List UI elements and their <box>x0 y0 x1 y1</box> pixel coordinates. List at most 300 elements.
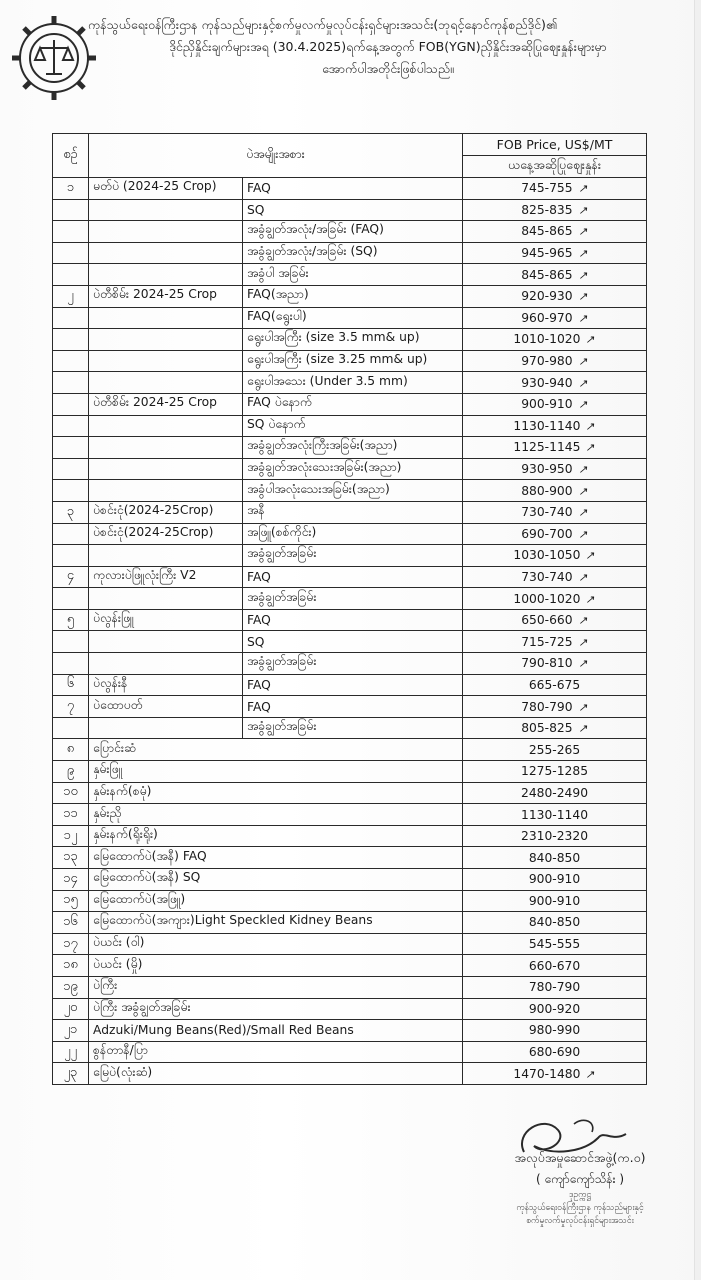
row-grade <box>243 437 463 459</box>
row-number <box>53 761 89 783</box>
check-mark-icon: ↗ <box>577 203 589 217</box>
row-grade-text: အခွံချွတ်အလုံး/အခြမ်း (FAQ) <box>247 222 384 237</box>
row-price-text: 780-790 <box>521 699 573 714</box>
col-header-price: FOB Price, US$/MT <box>463 134 647 156</box>
row-number <box>53 933 89 955</box>
row-number <box>53 1020 89 1042</box>
table-row <box>53 955 647 977</box>
row-number-text: ၁၆ <box>63 913 78 929</box>
col-header-item: ပဲအမျိုးအစား <box>89 134 463 178</box>
row-price <box>463 653 647 675</box>
check-mark-icon: ↗ <box>577 506 589 520</box>
row-grade <box>243 696 463 718</box>
row-number <box>53 739 89 761</box>
row-number <box>53 804 89 826</box>
row-number-text: ၁၇ <box>63 935 78 951</box>
row-price <box>463 372 647 394</box>
row-number <box>53 501 89 523</box>
row-grade <box>243 350 463 372</box>
row-grade <box>243 631 463 653</box>
check-mark-icon: ↗ <box>577 182 589 196</box>
row-item-name <box>89 415 243 437</box>
row-item-name <box>89 264 243 286</box>
row-item-name <box>89 350 243 372</box>
row-number <box>53 178 89 200</box>
row-price <box>463 1020 647 1042</box>
row-number-text: ၄ <box>66 568 75 584</box>
row-item-name <box>89 674 243 696</box>
row-price <box>463 912 647 934</box>
table-row <box>53 976 647 998</box>
row-number <box>53 221 89 243</box>
row-price <box>463 566 647 588</box>
row-price-text: 690-700 <box>521 526 573 541</box>
row-grade <box>243 415 463 437</box>
row-item-name <box>89 609 243 631</box>
row-item-name <box>89 285 243 307</box>
table-row <box>53 178 647 200</box>
row-price-text: 880-900 <box>521 483 573 498</box>
row-number <box>53 329 89 351</box>
check-mark-icon: ↗ <box>577 570 589 584</box>
row-price-text: 930-940 <box>521 375 573 390</box>
row-price <box>463 998 647 1020</box>
row-price-text: 1030-1050 <box>513 548 581 563</box>
row-item-name <box>89 178 243 200</box>
row-price-text: 930-950 <box>521 462 573 477</box>
signature-org-2: စက်မှုလက်မှုလုပ်ငန်းရှင်များအသင်း <box>526 1216 634 1226</box>
row-price <box>463 415 647 437</box>
row-price <box>463 933 647 955</box>
row-grade <box>243 501 463 523</box>
row-grade <box>243 307 463 329</box>
document-header <box>88 14 688 80</box>
row-grade <box>243 329 463 351</box>
row-number <box>53 782 89 804</box>
row-item-name <box>89 545 243 567</box>
row-number <box>53 609 89 631</box>
row-number <box>53 631 89 653</box>
row-number <box>53 976 89 998</box>
row-price <box>463 761 647 783</box>
row-item-name <box>89 696 243 718</box>
row-price <box>463 825 647 847</box>
table-row <box>53 761 647 783</box>
row-item-name <box>89 1041 463 1063</box>
col-header-no: စဉ် <box>53 134 89 178</box>
row-price <box>463 350 647 372</box>
row-price-text: 805-825 <box>521 721 573 736</box>
check-mark-icon: ↗ <box>577 635 589 649</box>
row-price-text: 715-725 <box>521 634 573 649</box>
row-price <box>463 890 647 912</box>
check-mark-icon: ↗ <box>577 398 589 412</box>
check-mark-icon: ↗ <box>577 700 589 714</box>
page-edge <box>694 0 701 1280</box>
table-row <box>53 545 647 567</box>
row-item-name-text: မြေပဲ(လုံးဆံ) <box>93 1064 153 1079</box>
row-grade-text: အဖြူ(စစ်ကိုင်း) <box>247 524 317 539</box>
check-mark-icon: ↗ <box>577 614 589 628</box>
row-grade-text: FAQ <box>247 181 271 196</box>
table-row <box>53 998 647 1020</box>
row-number <box>53 653 89 675</box>
row-item-name <box>89 1063 463 1085</box>
row-price <box>463 717 647 739</box>
row-grade <box>243 480 463 502</box>
row-number-text: ၂၁ <box>63 1021 78 1037</box>
row-price <box>463 955 647 977</box>
row-price-text: 920-930 <box>521 289 573 304</box>
row-item-name-text: နှမ်းနက်(ရိုးရိုး) <box>93 827 158 842</box>
row-item-name <box>89 717 243 739</box>
row-item-name-text: နှမ်းဖြူ <box>93 762 123 777</box>
row-number <box>53 480 89 502</box>
row-price-text: 1470-1480 <box>513 1066 581 1081</box>
row-item-name-text: မြေထောက်ပဲ(အနီ) FAQ <box>93 848 207 863</box>
row-grade <box>243 285 463 307</box>
row-price <box>463 631 647 653</box>
table-row <box>53 1063 647 1085</box>
row-price <box>463 782 647 804</box>
check-mark-icon: ↗ <box>577 268 589 282</box>
table-row <box>53 264 647 286</box>
row-item-name-text: ပဲလွန်းဖြူ <box>93 611 134 626</box>
row-price <box>463 329 647 351</box>
row-price <box>463 242 647 264</box>
row-price-text: 1275-1285 <box>521 764 589 779</box>
row-grade-text: ရွေးပါအကြီး (size 3.25 mm& up) <box>247 352 428 367</box>
row-number <box>53 869 89 891</box>
row-price-text: 1000-1020 <box>513 591 581 606</box>
row-item-name <box>89 501 243 523</box>
row-price-text: 845-865 <box>521 224 573 239</box>
row-number <box>53 1041 89 1063</box>
row-price-text: 2310-2320 <box>521 829 589 844</box>
row-grade-text: FAQ(ရွေးပါ) <box>247 308 307 323</box>
row-grade-text: ရွေးပါအသေး (Under 3.5 mm) <box>247 373 408 388</box>
row-number <box>53 825 89 847</box>
check-mark-icon: ↗ <box>577 311 589 325</box>
row-number-text: ၁၀ <box>63 784 78 800</box>
row-price <box>463 609 647 631</box>
signature-org-1: ကုန်သွယ်ရေးဝန်ကြီးဌာန ကုန်သည်များနှင့် <box>516 1203 644 1213</box>
row-item-name-text: Adzuki/Mung Beans(Red)/Small Red Beans <box>93 1023 354 1038</box>
table-row <box>53 566 647 588</box>
row-grade <box>243 393 463 415</box>
table-row <box>53 329 647 351</box>
row-number <box>53 393 89 415</box>
row-grade-text: FAQ <box>247 699 271 714</box>
row-item-name <box>89 825 463 847</box>
signature-block <box>480 1105 680 1228</box>
row-price <box>463 739 647 761</box>
table-row <box>53 221 647 243</box>
row-grade-text: အခွံချွတ်အလုံးသေးအခြမ်း(အညာ) <box>247 460 402 475</box>
row-number <box>53 350 89 372</box>
row-number-text: ၆ <box>66 676 75 692</box>
signature-role: ဒုဥက္ကဋ္ဌ <box>568 1190 592 1200</box>
row-grade-text: FAQ <box>247 613 271 628</box>
table-row <box>53 242 647 264</box>
row-item-name <box>89 782 463 804</box>
table-row <box>53 588 647 610</box>
row-number-text: ၅ <box>66 611 75 627</box>
row-grade-text: ရွေးပါအကြီး (size 3.5 mm& up) <box>247 330 420 345</box>
table-row <box>53 523 647 545</box>
header-line-2: ဒိုင်ညှိနှိုင်းချက်များအရ (30.4.2025)ရက်နေ့အတွက် FOB(YGN)ညှိနှိုင်းအဆိုပြုဈေးနှုန်းများမှာ <box>169 39 607 54</box>
row-price-text: 2480-2490 <box>521 785 589 800</box>
row-grade <box>243 178 463 200</box>
row-item-name <box>89 912 463 934</box>
row-price-text: 980-990 <box>528 1023 581 1038</box>
table-row <box>53 869 647 891</box>
row-number <box>53 242 89 264</box>
row-number <box>53 199 89 221</box>
row-item-name-text: ပဲလွန်းနီ <box>93 675 128 690</box>
row-number-text: ၃ <box>66 503 75 519</box>
row-grade-text: အခွံချွတ်အလုံး/အခြမ်း (SQ) <box>247 244 378 259</box>
row-item-name-text: မြေထောက်ပဲ(အနီ) SQ <box>93 870 201 885</box>
row-number-text: ၁၂ <box>63 827 78 843</box>
signature-title: အလုပ်အမှုဆောင်အဖွဲ့(က.ဝ) <box>514 1150 646 1165</box>
row-item-name <box>89 739 463 761</box>
row-price <box>463 696 647 718</box>
row-item-name <box>89 458 243 480</box>
row-item-name <box>89 653 243 675</box>
table-row <box>53 804 647 826</box>
table-row <box>53 933 647 955</box>
row-price-text: 790-810 <box>521 656 573 671</box>
row-item-name-text: ပဲစင်းငုံ(2024-25Crop) <box>93 503 214 518</box>
row-item-name-text: ပဲကြီး အခွံချွတ်အခြမ်း <box>93 999 191 1014</box>
row-item-name-text: ကုလားပဲဖြူလုံးကြီး V2 <box>93 567 197 582</box>
row-grade-text: FAQ <box>247 677 271 692</box>
row-item-name-text: မတ်ပဲ (2024-25 Crop) <box>93 179 217 194</box>
row-item-name-text: နှမ်းနက်(စမုံ) <box>93 783 152 798</box>
row-number <box>53 437 89 459</box>
row-number <box>53 717 89 739</box>
table-row <box>53 350 647 372</box>
row-item-name <box>89 1020 463 1042</box>
row-price-text: 1130-1140 <box>513 418 581 433</box>
row-price <box>463 199 647 221</box>
row-item-name <box>89 523 243 545</box>
row-grade <box>243 717 463 739</box>
row-price-text: 900-910 <box>528 872 581 887</box>
table-row <box>53 717 647 739</box>
row-item-name <box>89 588 243 610</box>
row-price-text: 1125-1145 <box>513 440 581 455</box>
table-row <box>53 782 647 804</box>
row-price <box>463 307 647 329</box>
row-grade-text: FAQ <box>247 569 271 584</box>
row-item-name <box>89 869 463 891</box>
table-row <box>53 501 647 523</box>
row-number-text: ၁၁ <box>63 806 78 822</box>
row-number-text: ၁၈ <box>63 957 78 973</box>
table-row <box>53 480 647 502</box>
row-number <box>53 1063 89 1085</box>
row-number <box>53 674 89 696</box>
table-row <box>53 609 647 631</box>
row-grade-text: အခွံချွတ်အခြမ်း <box>247 589 317 604</box>
row-grade-text: FAQ ပဲနောက် <box>247 395 312 410</box>
row-item-name <box>89 242 243 264</box>
row-price-text: 845-865 <box>521 267 573 282</box>
row-number-text: ၁၅ <box>63 892 78 908</box>
row-price-text: 730-740 <box>521 569 573 584</box>
row-price <box>463 545 647 567</box>
row-grade <box>243 372 463 394</box>
row-item-name-text: ပဲကြီး <box>93 978 118 993</box>
row-item-name <box>89 631 243 653</box>
row-number-text: ၁၃ <box>63 849 78 865</box>
row-grade-text: အခွံချွတ်အခြမ်း <box>247 654 317 669</box>
table-row <box>53 696 647 718</box>
table-row <box>53 739 647 761</box>
row-grade-text: SQ <box>247 634 265 649</box>
row-price <box>463 264 647 286</box>
row-price <box>463 588 647 610</box>
row-price <box>463 458 647 480</box>
row-item-name <box>89 480 243 502</box>
table-row <box>53 890 647 912</box>
check-mark-icon: ↗ <box>577 247 589 261</box>
row-number <box>53 890 89 912</box>
row-item-name <box>89 393 243 415</box>
row-number <box>53 696 89 718</box>
table-row <box>53 847 647 869</box>
row-number <box>53 264 89 286</box>
row-price <box>463 437 647 459</box>
row-item-name-text: ပဲယင်း (မှို) <box>93 956 143 971</box>
row-grade-text: အခွံချွတ်အခြမ်း <box>247 546 317 561</box>
row-number <box>53 847 89 869</box>
check-mark-icon: ↗ <box>577 463 589 477</box>
row-number-text: ၂၀ <box>63 1000 78 1016</box>
row-number-text: ၁၄ <box>63 870 78 886</box>
row-price-text: 900-910 <box>521 397 573 412</box>
row-grade-text: အခွံပါအလုံးသေးအခြမ်း(အညာ) <box>247 481 390 496</box>
check-mark-icon: ↗ <box>585 441 597 455</box>
table-row <box>53 1041 647 1063</box>
row-item-name <box>89 976 463 998</box>
row-number-text: ၁ <box>66 179 75 195</box>
row-item-name-text: မြေထောက်ပဲ(အဖြူ) <box>93 891 186 906</box>
row-item-name-text: ပဲတီစိမ်း 2024-25 Crop <box>93 287 217 302</box>
row-price-text: 545-555 <box>528 937 581 952</box>
table-row <box>53 458 647 480</box>
row-item-name-text: စွန်တာနီ/ပြာ <box>93 1043 148 1058</box>
row-number <box>53 523 89 545</box>
row-price <box>463 393 647 415</box>
row-grade-text: အခွံချွတ်အလုံးကြီးအခြမ်း(အညာ) <box>247 438 398 453</box>
row-price <box>463 674 647 696</box>
row-number <box>53 955 89 977</box>
row-grade-text: FAQ(အညာ) <box>247 287 309 302</box>
row-item-name-text: နှမ်းညို <box>93 805 122 820</box>
row-price-text: 650-660 <box>521 613 573 628</box>
row-item-name <box>89 890 463 912</box>
row-number-text: ၈ <box>66 741 75 757</box>
row-price <box>463 523 647 545</box>
row-number <box>53 588 89 610</box>
check-mark-icon: ↗ <box>577 355 589 369</box>
row-price <box>463 480 647 502</box>
row-price-text: 825-835 <box>521 202 573 217</box>
row-item-name-text: ပြောင်းဆံ <box>93 740 136 755</box>
row-price-text: 900-920 <box>528 1001 581 1016</box>
row-item-name <box>89 847 463 869</box>
price-table <box>52 133 647 1085</box>
table-row <box>53 631 647 653</box>
row-price <box>463 804 647 826</box>
row-number-text: ၂၂ <box>64 1043 77 1059</box>
check-mark-icon: ↗ <box>577 657 589 671</box>
row-item-name-text: ပဲစင်းငုံ(2024-25Crop) <box>93 524 214 539</box>
row-grade <box>243 458 463 480</box>
table-row <box>53 912 647 934</box>
row-grade <box>243 545 463 567</box>
row-price-text: 660-670 <box>528 958 581 973</box>
table-row <box>53 285 647 307</box>
row-number <box>53 458 89 480</box>
row-price-text: 900-910 <box>528 893 581 908</box>
signature-name: ( ကျော်ကျော်သိန်း ) <box>535 1172 625 1186</box>
association-seal-icon <box>8 8 100 108</box>
row-price-text: 730-740 <box>521 505 573 520</box>
table-row <box>53 674 647 696</box>
row-grade-text: အနီ <box>247 503 265 518</box>
table-row <box>53 437 647 459</box>
row-number <box>53 307 89 329</box>
check-mark-icon: ↗ <box>585 1067 597 1081</box>
row-item-name-text: မြေထောက်ပဲ(အကျား)Light Speckled Kidney Beans <box>93 913 373 928</box>
row-grade <box>243 566 463 588</box>
row-price <box>463 285 647 307</box>
row-grade <box>243 588 463 610</box>
row-price <box>463 869 647 891</box>
row-price <box>463 1041 647 1063</box>
row-price <box>463 501 647 523</box>
check-mark-icon: ↗ <box>577 722 589 736</box>
row-price-text: 255-265 <box>528 742 581 757</box>
row-number-text: ၂၃ <box>63 1065 78 1081</box>
row-price-text: 780-790 <box>528 980 581 995</box>
row-price-text: 1130-1140 <box>521 807 589 822</box>
row-number-text: ၁၉ <box>63 978 78 994</box>
check-mark-icon: ↗ <box>585 419 597 433</box>
table-row <box>53 307 647 329</box>
row-number <box>53 372 89 394</box>
check-mark-icon: ↗ <box>577 290 589 304</box>
row-number <box>53 285 89 307</box>
row-grade-text: SQ ပဲနောက် <box>247 416 306 431</box>
table-row <box>53 393 647 415</box>
check-mark-icon: ↗ <box>577 484 589 498</box>
table-row <box>53 415 647 437</box>
row-price <box>463 976 647 998</box>
row-grade <box>243 199 463 221</box>
row-price-text: 680-690 <box>528 1045 581 1060</box>
check-mark-icon: ↗ <box>577 376 589 390</box>
row-price-text: 745-755 <box>521 181 573 196</box>
row-price-text: 960-970 <box>521 310 573 325</box>
header-line-1: ကုန်သွယ်ရေးဝန်ကြီးဌာန ကုန်သည်များနှင့်စက်မှုလက်မှုလုပ်ငန်းရှင်များအသင်း(ဘုရင့်နောင်ကုန်စည်ဒိုင်)၏ <box>88 17 558 32</box>
row-price-text: 840-850 <box>528 850 581 865</box>
row-item-name-text: ပဲယင်း (ဝါ) <box>93 935 145 950</box>
